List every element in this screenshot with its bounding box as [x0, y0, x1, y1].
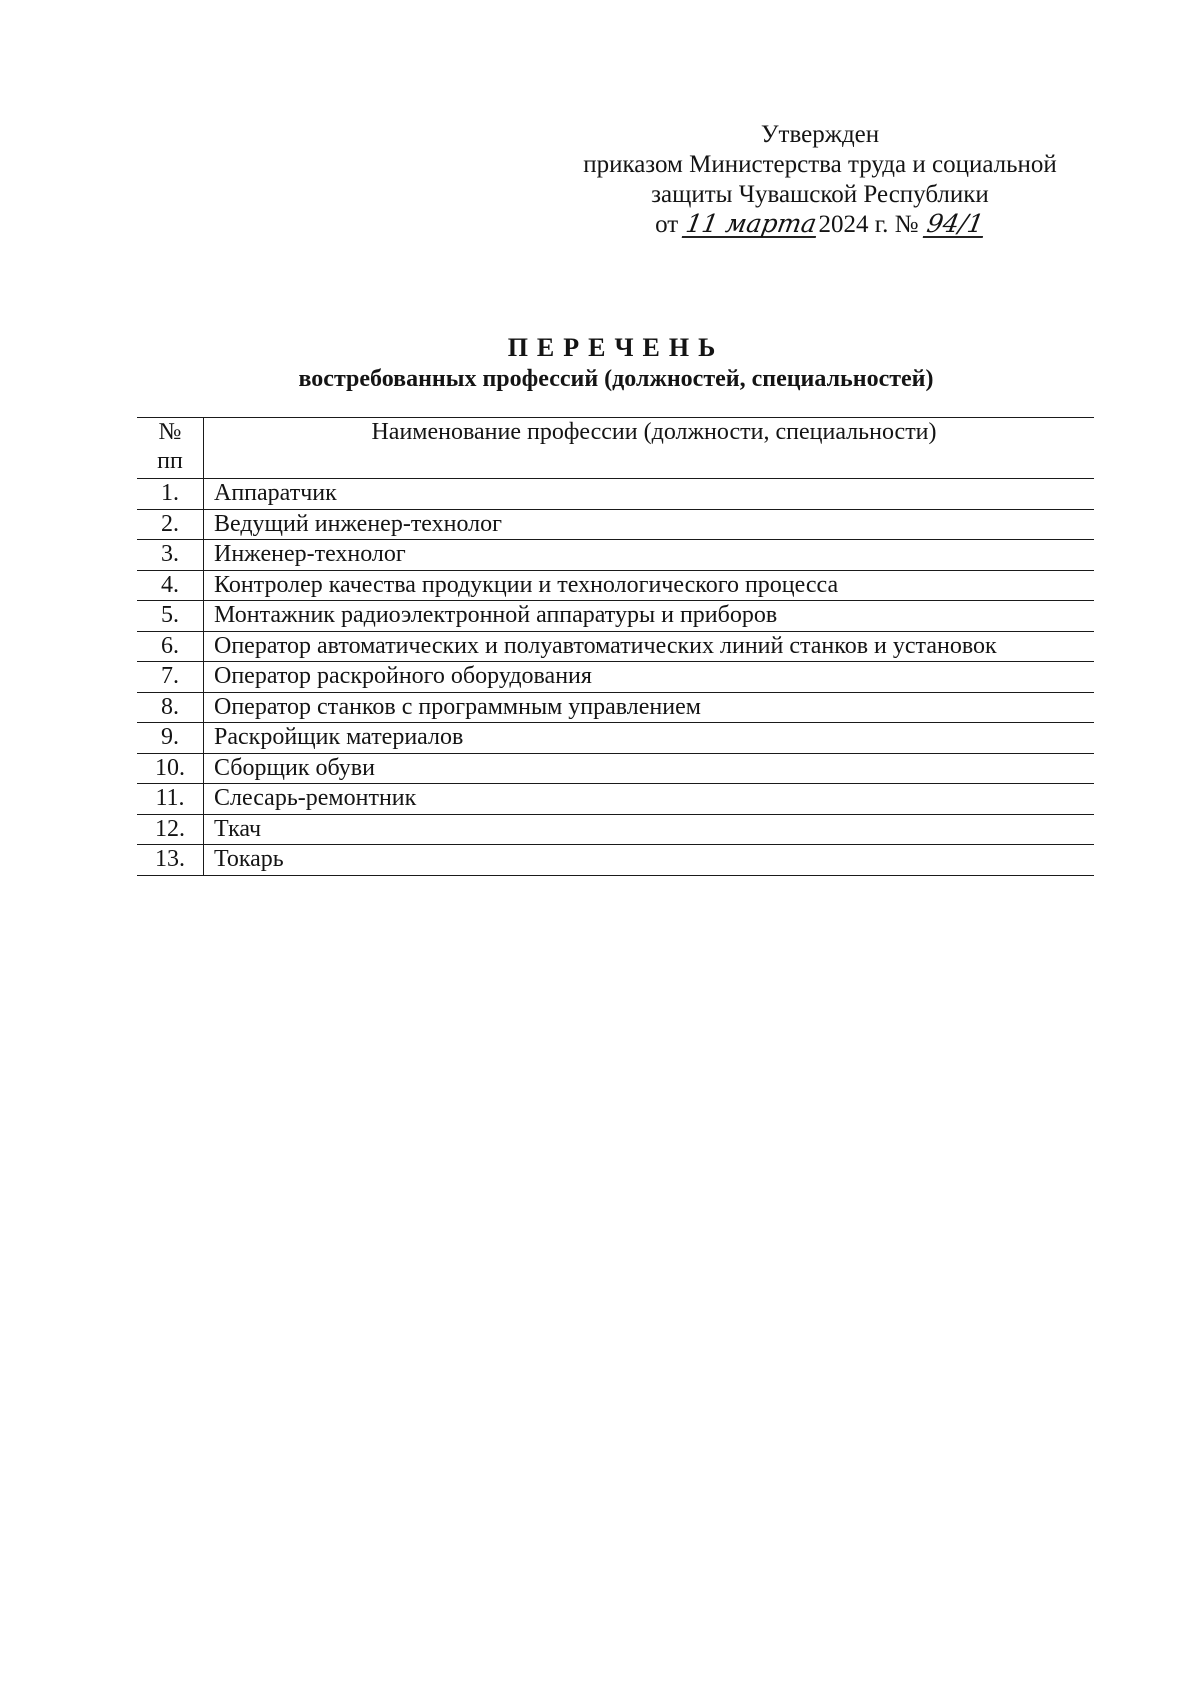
row-number: 9. [137, 723, 204, 754]
row-number: 5. [137, 601, 204, 632]
row-name: Оператор автоматических и полуавтоматических линий станков и установок [204, 631, 1095, 662]
header-name: Наименование профессии (должности, специальности) [204, 418, 1095, 479]
table-row [137, 479, 1094, 510]
row-number: 3. [137, 540, 204, 571]
table-row [137, 753, 1094, 784]
date-prefix: от [655, 211, 679, 238]
table-row [137, 540, 1094, 571]
approval-stamp-block [560, 120, 1080, 240]
header-number: № пп [137, 418, 204, 479]
approval-heading: Утвержден [760, 121, 880, 148]
row-name: Инженер-технолог [204, 540, 1095, 571]
row-name: Оператор станков с программным управлением [204, 692, 1095, 723]
table-row [137, 631, 1094, 662]
row-name: Ведущий инженер-технолог [204, 509, 1095, 540]
row-number: 1. [137, 479, 204, 510]
table-row [137, 509, 1094, 540]
row-number: 2. [137, 509, 204, 540]
document-heading [0, 332, 1200, 394]
approval-date-line [560, 210, 1080, 240]
row-number: 11. [137, 784, 204, 815]
row-name: Ткач [204, 814, 1095, 845]
row-number: 10. [137, 753, 204, 784]
row-name: Оператор раскройного оборудования [204, 662, 1095, 693]
row-number: 4. [137, 570, 204, 601]
row-name: Токарь [204, 845, 1095, 876]
row-number: 13. [137, 845, 204, 876]
row-number: 8. [137, 692, 204, 723]
handwritten-order-number: 94/1 [924, 209, 986, 238]
table-row [137, 723, 1094, 754]
row-name: Раскройщик материалов [204, 723, 1095, 754]
table-row [137, 814, 1094, 845]
row-name: Монтажник радиоэлектронной аппаратуры и приборов [204, 601, 1095, 632]
approval-ministry-line: защиты Чувашской Республики [651, 181, 989, 208]
table-header-row [137, 418, 1094, 479]
table-row [137, 662, 1094, 693]
table-row [137, 845, 1094, 876]
row-number: 6. [137, 631, 204, 662]
professions-table [137, 417, 1094, 876]
row-number: 7. [137, 662, 204, 693]
date-year: 2024 г. № [818, 211, 919, 238]
table-row [137, 784, 1094, 815]
row-name: Контролер качества продукции и технологического процесса [204, 570, 1095, 601]
table-row [137, 692, 1094, 723]
row-name: Сборщик обуви [204, 753, 1095, 784]
row-name: Аппаратчик [204, 479, 1095, 510]
table-row [137, 601, 1094, 632]
table-row [137, 570, 1094, 601]
row-number: 12. [137, 814, 204, 845]
document-title: ПЕРЕЧЕНЬ [507, 333, 725, 362]
handwritten-date: 11 марта [684, 209, 820, 238]
document-subtitle: востребованных профессий (должностей, специальностей) [298, 366, 934, 392]
approval-order-line: приказом Министерства труда и социальной [583, 151, 1057, 178]
row-name: Слесарь-ремонтник [204, 784, 1095, 815]
